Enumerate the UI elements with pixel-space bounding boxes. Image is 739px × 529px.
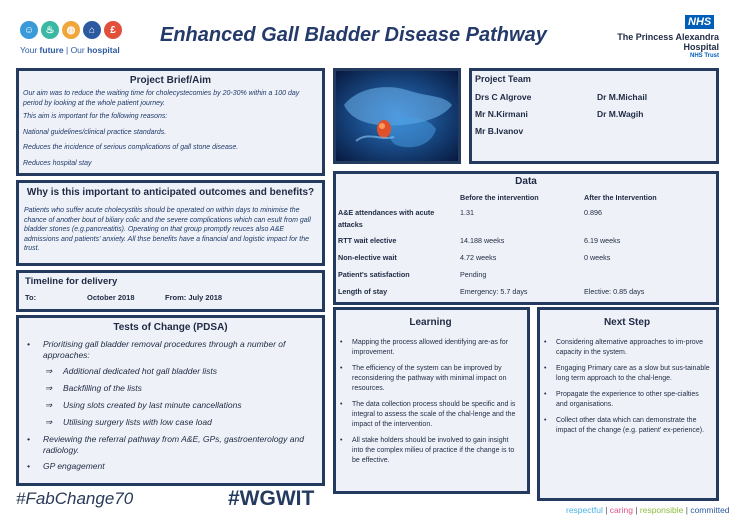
project-team-panel xyxy=(469,68,719,164)
project-brief-text: Our aim was to reduce the waiting time for cholecystecomies by 20-30% within a 100 day period by looking at the whole patient journey. This aim is important for the following reasons: National guidelines/clinical practice standards. Reduces the incidence of serious complications of gall stone disease. Reduces hospital stay xyxy=(23,90,300,167)
list-item: • Reviewing the referral pathway from A&E, GPs, gastroenterology and radiology. xyxy=(27,434,304,455)
value-respectful: respectful xyxy=(566,505,603,515)
why-important-panel xyxy=(16,180,325,266)
list-item: • Considering alternative approaches to im-prove capacity in the system. xyxy=(544,339,704,356)
table-row: Non-elective wait 4.72 weeks 0 weeks xyxy=(338,253,611,262)
home-icon: ⌂ xyxy=(83,21,101,39)
timeline-dates: To: October 2018 From: July 2018 xyxy=(25,293,223,302)
list-item: • Engaging Primary care as a slow but sus-tainable long term approach to the chal-lenge. xyxy=(544,365,710,382)
value-committed: committed xyxy=(690,505,730,515)
tagline: Your future | Our hospital xyxy=(20,45,120,55)
list-item: • Propagate the experience to other spe-cialties and organisations. xyxy=(544,391,699,408)
list-item: ⇒ Backfilling of the lists xyxy=(45,383,142,393)
learning-list xyxy=(340,338,521,466)
tests-of-change-list xyxy=(27,339,314,472)
team-member: Dr M.Wagih xyxy=(597,109,644,119)
list-item: ⇒ Utilising surgery lists with low case load xyxy=(45,417,212,427)
table-header-row xyxy=(338,189,714,206)
hashtag-wgwit: #WGWIT xyxy=(228,487,315,510)
team-member: Drs C Algrove xyxy=(475,92,532,102)
learning-title: Learning xyxy=(409,317,452,328)
column-header: Before the intervention xyxy=(460,193,539,202)
next-step-list xyxy=(544,338,710,436)
why-important-text: Patients who suffer acute cholecystitis should be operated on within days to minimise the chance of another bout of biliary colic and the severe complications which can esult from gall bladder stones (e.g.pancreatitis). Operating on that group promptly reuces also A&E admissions and patients' anxiety. All thse benefits have a financial and logistic impact for the trust. xyxy=(24,207,311,252)
nhs-logo: NHS xyxy=(685,15,714,29)
tests-of-change-panel xyxy=(16,315,325,486)
table-row: Length of stay Emergency: 5.7 days Elective: 0.85 days xyxy=(338,287,645,296)
next-step-panel xyxy=(537,307,719,501)
people-icon: ☺ xyxy=(20,21,38,39)
gallbladder-image xyxy=(333,68,461,164)
learning-panel xyxy=(333,307,530,494)
timeline-panel xyxy=(16,270,325,312)
why-important-title: Why is this important to anticipated outcomes and benefits? xyxy=(26,187,315,198)
list-item: • Collect other data which can demonstrate the impact of the change (e.g. patient' ex-perience). xyxy=(544,417,705,434)
trust-values: respectful | caring | responsible | committed xyxy=(566,505,730,515)
list-item: • Mapping the process allowed identifying are-as for improvement. xyxy=(340,339,509,356)
list-item: • All stake holders should be involved to gain insight into the complex milieu of practice if the change is to be effective. xyxy=(340,437,515,464)
table-row: Patient's satisfaction Pending xyxy=(338,270,487,279)
chart-icon: ◍ xyxy=(62,21,80,39)
data-panel xyxy=(333,171,719,305)
tests-of-change-title: Tests of Change (PDSA) xyxy=(113,322,228,333)
value-responsible: responsible xyxy=(639,505,684,515)
team-member: Dr M.Michail xyxy=(597,92,648,102)
pound-icon: £ xyxy=(104,21,122,39)
project-brief-title: Project Brief/Aim xyxy=(129,75,212,86)
data-title: Data xyxy=(515,176,537,187)
list-item: • Prioritising gall bladder removal procedures through a number of approaches: xyxy=(27,339,286,360)
list-item: • The efficiency of the system can be improved by reconsidering the pathway with minimal impact on resources. xyxy=(340,365,507,392)
list-item: ⇒ Using slots created by last minute cancellations xyxy=(45,400,242,410)
trust-name: The Princess Alexandra Hospital NHS Trust xyxy=(617,32,719,59)
project-team-title: Project Team xyxy=(475,74,531,84)
list-item: • GP engagement xyxy=(27,461,105,471)
team-member: Mr N.Kirmani xyxy=(475,109,528,119)
list-item: • The data collection process should be specific and is integral to assess the scale of the chal-lenge and the impact of the intervention. xyxy=(340,401,516,428)
list-item: ⇒ Additional dedicated hot gall bladder lists xyxy=(45,366,218,376)
page-title: Enhanced Gall Bladder Disease Pathway xyxy=(160,24,547,46)
timeline-title: Timeline for delivery xyxy=(25,276,118,287)
care-icon: ♨ xyxy=(41,21,59,39)
next-step-title: Next Step xyxy=(603,317,651,328)
hashtag-fabchange: #FabChange70 xyxy=(16,489,134,508)
table-row: RTT wait elective 14.188 weeks 6.19 weeks xyxy=(338,236,621,245)
value-caring: caring xyxy=(609,505,633,515)
column-header: After the Intervention xyxy=(584,193,657,202)
table-row: A&E attendances with acute attacks 1.31 0.896 xyxy=(338,208,602,229)
team-member: Mr B.Ivanov xyxy=(475,126,524,136)
project-brief-panel xyxy=(16,68,325,176)
gallbladder-illustration-icon xyxy=(336,71,458,161)
trust-icons xyxy=(20,21,125,39)
data-table xyxy=(338,189,714,300)
